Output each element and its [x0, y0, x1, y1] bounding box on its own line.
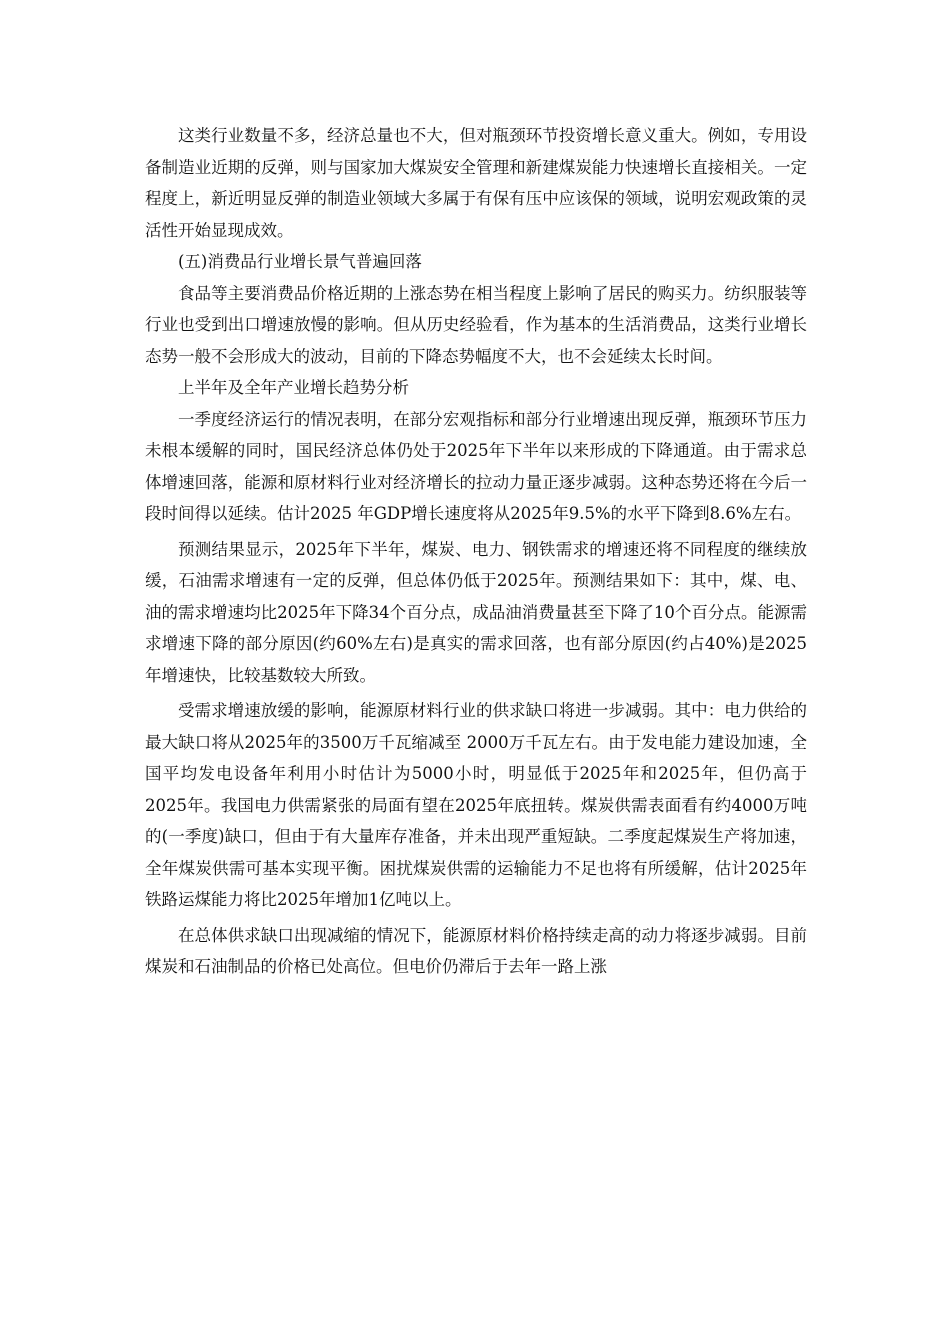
paragraph-supply-gap: 受需求增速放缓的影响，能源原材料行业的供求缺口将进一步减弱。其中：电力供给的最大缺口将从2025年的3500万千瓦缩减至 2000万千瓦左右。由于发电能力建设加速，全国平均发电设备年利用小时估计为5000小时，明显低于2025年和2025年，但仍高于2025年。我国电力供需紧张的局面有望在2025年底扭转。煤炭供需表面看有约4000万吨的(一季度)缺口，但由于有大量库存准备，并未出现严重短缺。二季度起煤炭生产将加速，全年煤炭供需可基本实现平衡。困扰煤炭供需的运输能力不足也将有所缓解，估计2025年铁路运煤能力将比2025年增加1亿吨以上。: [145, 701, 807, 909]
paragraph-bottleneck-industries: 这类行业数量不多，经济总量也不大，但对瓶颈环节投资增长意义重大。例如，专用设备制造业近期的反弹，则与国家加大煤炭安全管理和新建煤炭能力快速增长直接相关。一定程度上，新近明显反弹的制造业领域大多属于有保有压中应该保的领域，说明宏观政策的灵活性开始显现成效。: [145, 126, 807, 240]
paragraph-price-trend: 在总体供求缺口出现减缩的情况下，能源原材料价格持续走高的动力将逐步减弱。目前煤炭和石油制品的价格已处高位。但电价仍滞后于去年一路上涨: [145, 925, 807, 976]
paragraph-first-quarter: 一季度经济运行的情况表明，在部分宏观指标和部分行业增速出现反弹，瓶颈环节压力未根本缓解的同时，国民经济总体仍处于2025年下半年以来形成的下降通道。由于需求总体增速回落，能源和原材料行业对经济增长的拉动力量正逐步减弱。这种态势还将在今后一段时间得以延续。估计2025 年GDP增长速度将从2025年9.5%的水平下降到8.6%左右。: [145, 409, 807, 523]
section-heading-consumer-goods: (五)消费品行业增长景气普遍回落: [178, 252, 422, 271]
document-body: [145, 120, 807, 983]
paragraph-consumer-goods: 食品等主要消费品价格近期的上涨态势在相当程度上影响了居民的购买力。纺织服装等行业也受到出口增速放慢的影响。但从历史经验看，作为基本的生活消费品，这类行业增长态势一般不会形成大的波动，目前的下降态势幅度不大，也不会延续太长时间。: [145, 283, 807, 366]
paragraph-forecast-results: 预测结果显示，2025年下半年，煤炭、电力、钢铁需求的增速还将不同程度的继续放缓，石油需求增速有一定的反弹，但总体仍低于2025年。预测结果如下：其中，煤、电、油的需求增速均比2025年下降34个百分点，成品油消费量甚至下降了10个百分点。能源需求增速下降的部分原因(约60%左右)是真实的需求回落，也有部分原因(约占40%)是2025年增速快，比较基数较大所致。: [145, 539, 807, 685]
section-heading-trend-analysis: 上半年及全年产业增长趋势分析: [178, 378, 409, 397]
